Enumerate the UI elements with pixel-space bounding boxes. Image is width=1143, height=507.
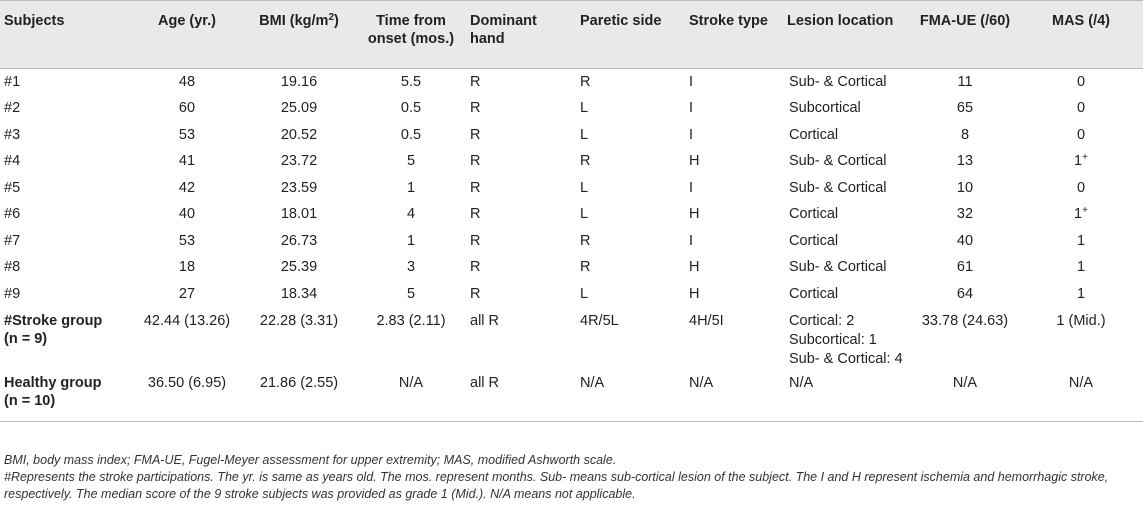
cell-dominant-hand	[466, 281, 576, 308]
cell-onset-value: 0.5	[400, 126, 422, 143]
header-mas: MAS (/4)	[1052, 13, 1110, 29]
healthy-group-bmi: 21.86 (2.55)	[259, 375, 339, 391]
cell-subject	[0, 122, 132, 149]
cell-stroke-type	[685, 175, 783, 202]
cell-onset-value: 1	[406, 179, 416, 196]
healthy-group-hand: all R	[470, 375, 500, 391]
cell-lesion-location-value: Subcortical	[789, 100, 861, 117]
cell-subject	[0, 69, 132, 96]
cell-age-value: 42	[178, 179, 196, 196]
cell-subject-value: #3	[4, 126, 21, 143]
cell-stroke-type-value: H	[689, 259, 700, 276]
cell-mas-sup: +	[1082, 205, 1088, 217]
cell-dominant-hand-value: R	[470, 232, 481, 249]
cell-age-value: 41	[178, 153, 196, 170]
healthy-group-title: Healthy group	[4, 375, 102, 391]
cell-mas-value: 0	[1076, 74, 1086, 90]
cell-fma-ue	[911, 254, 1019, 281]
cell-mas-value: 0	[1076, 100, 1086, 117]
header-time-from-onset: Time from onset (mos.)	[367, 13, 455, 47]
cell-subject	[0, 95, 132, 122]
cell-mas-value: 1	[1074, 153, 1083, 170]
header-subjects: Subjects	[4, 13, 65, 29]
cell-onset	[356, 148, 466, 175]
cell-onset-value: 5	[406, 285, 416, 302]
cell-mas-value: 0	[1076, 126, 1086, 143]
cell-age	[132, 281, 242, 308]
cell-onset-value: 5.5	[400, 74, 422, 90]
cell-subject-value: #9	[4, 285, 21, 302]
healthy-group-fma: N/A	[952, 375, 978, 391]
cell-bmi-value: 25.09	[280, 100, 318, 117]
header-bmi-after: )	[334, 13, 339, 29]
cell-subject-value: #4	[4, 153, 21, 170]
table-body	[0, 69, 1143, 422]
header-age: Age (yr.)	[157, 13, 216, 29]
cell-onset	[356, 95, 466, 122]
cell-dominant-hand-value: R	[470, 100, 481, 117]
cell-dominant-hand-value: R	[470, 259, 481, 276]
cell-fma-ue	[911, 281, 1019, 308]
cell-paretic-side	[576, 228, 685, 255]
healthy-group-age: 36.50 (6.95)	[147, 375, 227, 391]
cell-onset	[356, 122, 466, 149]
stroke-group-lesion	[783, 307, 911, 369]
cell-bmi-value: 26.73	[280, 232, 318, 249]
cell-age-value: 48	[178, 74, 196, 90]
cell-onset-value: 5	[406, 153, 416, 170]
stroke-group-n: (n = 9)	[4, 331, 48, 347]
cell-paretic-side-value: R	[580, 259, 591, 276]
cell-stroke-type-value: I	[689, 126, 694, 143]
cell-mas	[1019, 254, 1143, 281]
header-fma-ue: FMA-UE (/60)	[919, 13, 1011, 29]
cell-subject	[0, 254, 132, 281]
cell-subject-value: #2	[4, 100, 21, 117]
cell-age	[132, 122, 242, 149]
cell-paretic-side	[576, 95, 685, 122]
header-dominant-hand: Dominant hand	[470, 13, 537, 47]
cell-bmi-value: 23.72	[280, 153, 318, 170]
cell-lesion-location	[783, 175, 911, 202]
cell-stroke-type	[685, 254, 783, 281]
cell-stroke-type-value: I	[689, 100, 694, 117]
cell-mas-value: 1	[1076, 232, 1086, 249]
cell-onset-value: 4	[406, 206, 416, 223]
table-row	[0, 95, 1143, 122]
stroke-group-fma: 33.78 (24.63)	[921, 313, 1009, 329]
stroke-group-lesion-line: Sub- & Cortical: 4	[789, 351, 903, 367]
cell-lesion-location-value: Sub- & Cortical	[789, 74, 887, 90]
cell-dominant-hand-value: R	[470, 74, 481, 90]
cell-subject	[0, 201, 132, 228]
cell-bmi	[242, 201, 356, 228]
cell-dominant-hand-value: R	[470, 206, 481, 223]
healthy-group-n: (n = 10)	[4, 393, 56, 409]
table-row	[0, 254, 1143, 281]
cell-bmi	[242, 148, 356, 175]
cell-stroke-type-value: H	[689, 285, 700, 302]
footnote: #Represents the stroke participations. The yr. is same as years old. The mos. represent months. Sub- means sub-cortical lesion of the subject. The I and H represent ischemia and hemorrhagic stroke, respectively. The median score of the 9 stroke subjects was provided as grade 1 (Mid.). N/A means not applicable.	[4, 470, 1109, 501]
cell-mas	[1019, 95, 1143, 122]
cell-mas-value: 1	[1076, 259, 1086, 276]
cell-age-value: 27	[178, 285, 196, 302]
cell-mas	[1019, 148, 1143, 175]
cell-mas-sup: +	[1082, 152, 1088, 164]
cell-lesion-location-value: Sub- & Cortical	[789, 259, 887, 276]
cell-paretic-side	[576, 254, 685, 281]
cell-stroke-type	[685, 69, 783, 96]
cell-lesion-location-value: Cortical	[789, 285, 839, 302]
cell-stroke-type-value: I	[689, 232, 694, 249]
cell-lesion-location	[783, 122, 911, 149]
cell-onset-value: 0.5	[400, 100, 422, 117]
cell-age	[132, 148, 242, 175]
header-stroke-type: Stroke type	[689, 13, 768, 29]
stroke-group-row	[0, 307, 1143, 369]
stroke-group-age: 42.44 (13.26)	[143, 313, 231, 329]
table-row	[0, 281, 1143, 308]
table-row	[0, 69, 1143, 96]
cell-fma-ue-value: 8	[960, 126, 970, 143]
cell-fma-ue-value: 10	[956, 179, 974, 196]
cell-dominant-hand	[466, 175, 576, 202]
stroke-group-type: 4H/5I	[689, 313, 724, 329]
cell-paretic-side-value: L	[580, 285, 589, 302]
healthy-group-side: N/A	[580, 375, 605, 391]
cell-subject-value: #1	[4, 74, 21, 90]
cell-lesion-location	[783, 95, 911, 122]
cell-bmi-value: 18.34	[280, 285, 318, 302]
cell-onset	[356, 281, 466, 308]
cell-dominant-hand	[466, 69, 576, 96]
cell-lesion-location	[783, 281, 911, 308]
cell-onset	[356, 228, 466, 255]
stroke-group-side: 4R/5L	[580, 313, 619, 329]
cell-stroke-type-value: H	[689, 206, 700, 223]
cell-age	[132, 254, 242, 281]
stroke-group-title: #Stroke group	[4, 313, 103, 329]
cell-dominant-hand-value: R	[470, 153, 481, 170]
cell-fma-ue-value: 61	[956, 259, 974, 276]
cell-dominant-hand	[466, 122, 576, 149]
cell-paretic-side	[576, 148, 685, 175]
cell-age-value: 40	[178, 206, 196, 223]
stroke-group-label	[0, 307, 132, 369]
cell-dominant-hand-value: R	[470, 126, 481, 143]
cell-subject	[0, 281, 132, 308]
cell-paretic-side	[576, 69, 685, 96]
header-bmi	[242, 1, 356, 69]
cell-dominant-hand-value: R	[470, 285, 481, 302]
cell-paretic-side-value: L	[580, 206, 589, 223]
cell-bmi-value: 20.52	[280, 126, 318, 143]
healthy-group-lesion: N/A	[789, 375, 814, 391]
cell-bmi	[242, 228, 356, 255]
cell-paretic-side-value: R	[580, 74, 591, 90]
cell-age	[132, 95, 242, 122]
cell-stroke-type-value: I	[689, 179, 694, 196]
cell-stroke-type-value: I	[689, 74, 694, 90]
cell-onset-value: 3	[406, 259, 416, 276]
table-header-row	[0, 1, 1143, 69]
cell-paretic-side	[576, 175, 685, 202]
healthy-group-type: N/A	[689, 375, 714, 391]
cell-dominant-hand	[466, 201, 576, 228]
cell-fma-ue-value: 13	[956, 153, 974, 170]
table-row	[0, 148, 1143, 175]
cell-dominant-hand	[466, 228, 576, 255]
cell-paretic-side-value: R	[580, 153, 591, 170]
cell-fma-ue	[911, 201, 1019, 228]
cell-dominant-hand	[466, 148, 576, 175]
cell-stroke-type-value: H	[689, 153, 700, 170]
cell-fma-ue-value: 64	[956, 285, 974, 302]
cell-subject	[0, 148, 132, 175]
cell-age	[132, 228, 242, 255]
cell-lesion-location-value: Cortical	[789, 206, 839, 223]
cell-lesion-location-value: Cortical	[789, 232, 839, 249]
header-paretic-side: Paretic side	[580, 13, 662, 29]
cell-subject-value: #5	[4, 179, 21, 196]
cell-stroke-type	[685, 95, 783, 122]
header-bmi-label: BMI (kg/m	[259, 13, 329, 29]
cell-mas	[1019, 228, 1143, 255]
cell-onset	[356, 254, 466, 281]
table-row	[0, 122, 1143, 149]
cell-bmi	[242, 281, 356, 308]
cell-bmi	[242, 95, 356, 122]
cell-fma-ue-value: 40	[956, 232, 974, 249]
cell-lesion-location-value: Sub- & Cortical	[789, 179, 887, 196]
cell-lesion-location	[783, 254, 911, 281]
cell-bmi-value: 19.16	[280, 74, 318, 90]
cell-paretic-side-value: L	[580, 100, 589, 117]
stroke-group-hand: all R	[470, 313, 500, 329]
cell-lesion-location	[783, 201, 911, 228]
cell-onset-value: 1	[406, 232, 416, 249]
cell-age-value: 18	[178, 259, 196, 276]
stroke-group-lesion-line: Cortical: 2	[789, 313, 855, 329]
cell-fma-ue	[911, 175, 1019, 202]
cell-paretic-side	[576, 201, 685, 228]
stroke-group-mas: 1 (Mid.)	[1056, 313, 1106, 329]
cell-lesion-location-value: Cortical	[789, 126, 839, 143]
header-bmi-sup: 2	[328, 12, 334, 23]
cell-bmi	[242, 69, 356, 96]
abbreviations-note: BMI, body mass index; FMA-UE, Fugel-Meyer assessment for upper extremity; MAS, modified Ashworth scale.	[4, 453, 617, 467]
cell-fma-ue	[911, 95, 1019, 122]
cell-paretic-side-value: L	[580, 179, 589, 196]
cell-lesion-location-value: Sub- & Cortical	[789, 153, 887, 170]
cell-mas	[1019, 281, 1143, 308]
cell-mas	[1019, 201, 1143, 228]
cell-stroke-type	[685, 281, 783, 308]
cell-paretic-side	[576, 281, 685, 308]
cell-stroke-type	[685, 122, 783, 149]
cell-mas	[1019, 69, 1143, 96]
cell-bmi-value: 23.59	[280, 179, 318, 196]
cell-dominant-hand-value: R	[470, 179, 481, 196]
cell-subject-value: #6	[4, 206, 21, 223]
cell-mas-value: 1	[1074, 206, 1083, 223]
cell-fma-ue-value: 11	[957, 74, 973, 90]
cell-stroke-type	[685, 148, 783, 175]
healthy-group-onset: N/A	[398, 375, 424, 391]
cell-fma-ue-value: 32	[956, 206, 974, 223]
table-row	[0, 228, 1143, 255]
cell-age-value: 60	[178, 100, 196, 117]
cell-onset	[356, 201, 466, 228]
cell-subject-value: #7	[4, 232, 21, 249]
table-notes	[4, 452, 1139, 503]
cell-dominant-hand	[466, 95, 576, 122]
healthy-group-label	[0, 369, 132, 421]
cell-age	[132, 201, 242, 228]
cell-mas-value: 1	[1076, 285, 1086, 302]
cell-subject-value: #8	[4, 259, 21, 276]
cell-onset	[356, 69, 466, 96]
cell-subject	[0, 175, 132, 202]
cell-paretic-side-value: L	[580, 126, 589, 143]
table-row	[0, 175, 1143, 202]
cell-bmi	[242, 254, 356, 281]
cell-onset	[356, 175, 466, 202]
healthy-group-row	[0, 369, 1143, 421]
cell-mas	[1019, 122, 1143, 149]
cell-age	[132, 175, 242, 202]
stroke-group-onset: 2.83 (2.11)	[376, 313, 446, 329]
healthy-group-mas: N/A	[1068, 375, 1094, 391]
cell-age	[132, 69, 242, 96]
stroke-group-lesion-line: Subcortical: 1	[789, 332, 877, 348]
cell-lesion-location	[783, 69, 911, 96]
cell-mas	[1019, 175, 1143, 202]
cell-bmi-value: 25.39	[280, 259, 318, 276]
cell-stroke-type	[685, 201, 783, 228]
cell-fma-ue	[911, 228, 1019, 255]
cell-dominant-hand	[466, 254, 576, 281]
cell-subject	[0, 228, 132, 255]
header-lesion-location: Lesion location	[787, 13, 894, 29]
cell-age-value: 53	[178, 126, 196, 143]
cell-mas-value: 0	[1076, 179, 1086, 196]
stroke-group-bmi: 22.28 (3.31)	[259, 313, 339, 329]
cell-fma-ue	[911, 69, 1019, 96]
cell-lesion-location	[783, 228, 911, 255]
cell-fma-ue	[911, 148, 1019, 175]
cell-bmi-value: 18.01	[280, 206, 318, 223]
cell-stroke-type	[685, 228, 783, 255]
table-row	[0, 201, 1143, 228]
cell-age-value: 53	[178, 232, 196, 249]
cell-bmi	[242, 122, 356, 149]
cell-paretic-side	[576, 122, 685, 149]
cell-lesion-location	[783, 148, 911, 175]
cell-fma-ue-value: 65	[956, 100, 974, 117]
cell-paretic-side-value: R	[580, 232, 591, 249]
cell-fma-ue	[911, 122, 1019, 149]
cell-bmi	[242, 175, 356, 202]
